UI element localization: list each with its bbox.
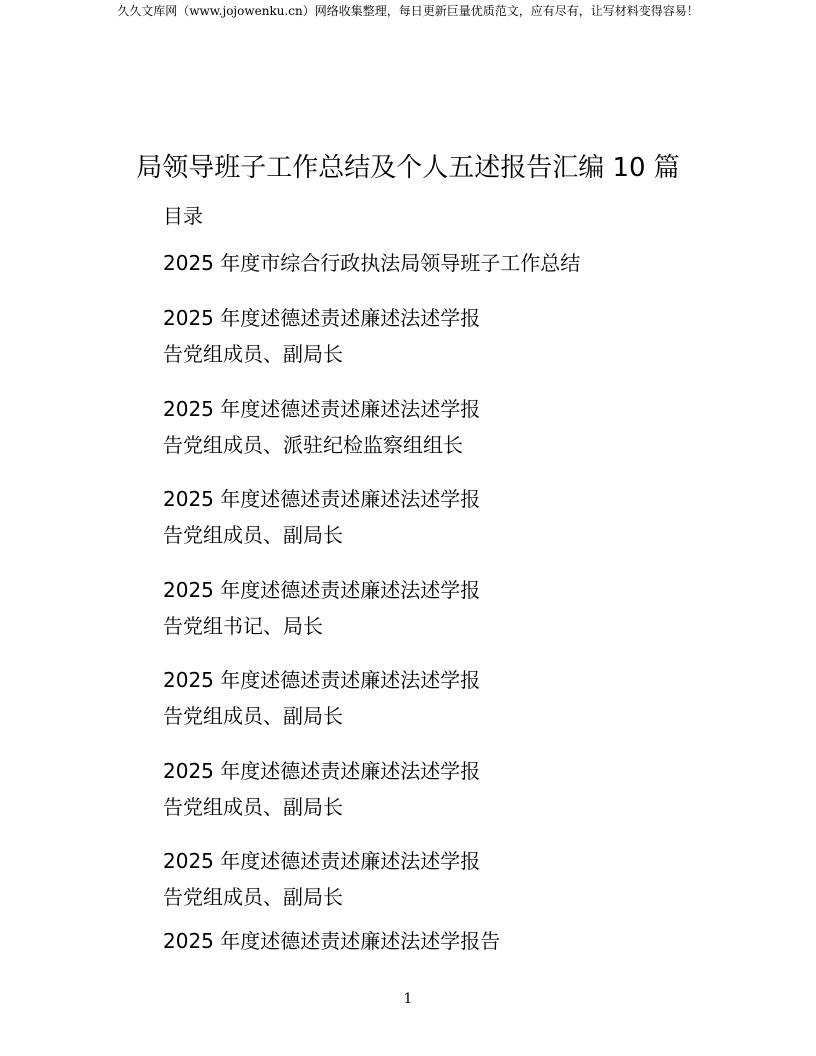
toc-item-line: 2025 年度市综合行政执法局领导班子工作总结 xyxy=(163,251,581,275)
toc-item-line: 2025 年度述德述责述廉述法述学报 xyxy=(163,578,481,602)
toc-item-line: 告党组成员、副局长 xyxy=(163,342,343,366)
toc-item-line: 2025 年度述德述责述廉述法述学报 xyxy=(163,306,481,330)
toc-item-line: 2025 年度述德述责述廉述法述学报 xyxy=(163,849,481,873)
toc-item-line: 2025 年度述德述责述廉述法述学报 xyxy=(163,487,481,511)
toc-item-line: 2025 年度述德述责述廉述法述学报 xyxy=(163,759,481,783)
toc-item-line: 告党组成员、派驻纪检监察组组长 xyxy=(163,433,463,457)
toc-item[interactable] xyxy=(163,662,480,734)
toc-item[interactable] xyxy=(163,753,480,825)
header-notice: 久久文库网（www.jojowenku.cn）网络收集整理，每日更新巨量优质范文，应有尽有，让写材料变得容易！ xyxy=(117,4,699,18)
toc-item-line: 2025 年度述德述责述廉述法述学报 xyxy=(163,668,481,692)
toc-item-line: 2025 年度述德述责述廉述法述学报 xyxy=(163,397,481,421)
toc-item-line: 告党组成员、副局长 xyxy=(163,523,343,547)
toc-item[interactable] xyxy=(163,300,480,372)
toc-item[interactable] xyxy=(163,572,480,644)
document-title: 局领导班子工作总结及个人五述报告汇编 10 篇 xyxy=(136,153,680,183)
toc-heading: 目录 xyxy=(163,204,203,228)
page-number: 1 xyxy=(403,991,413,1007)
toc-item-line: 告党组成员、副局长 xyxy=(163,795,343,819)
toc-item-line: 告党组书记、局长 xyxy=(163,614,323,638)
toc-item-line: 告党组成员、副局长 xyxy=(163,704,343,728)
toc-item[interactable] xyxy=(163,843,480,915)
toc-item[interactable] xyxy=(163,391,480,463)
toc-item[interactable] xyxy=(163,923,500,959)
toc-item[interactable] xyxy=(163,481,480,553)
toc-item[interactable] xyxy=(163,245,580,281)
toc-item-line: 2025 年度述德述责述廉述法述学报告 xyxy=(163,929,501,953)
toc-item-line: 告党组成员、副局长 xyxy=(163,885,343,909)
